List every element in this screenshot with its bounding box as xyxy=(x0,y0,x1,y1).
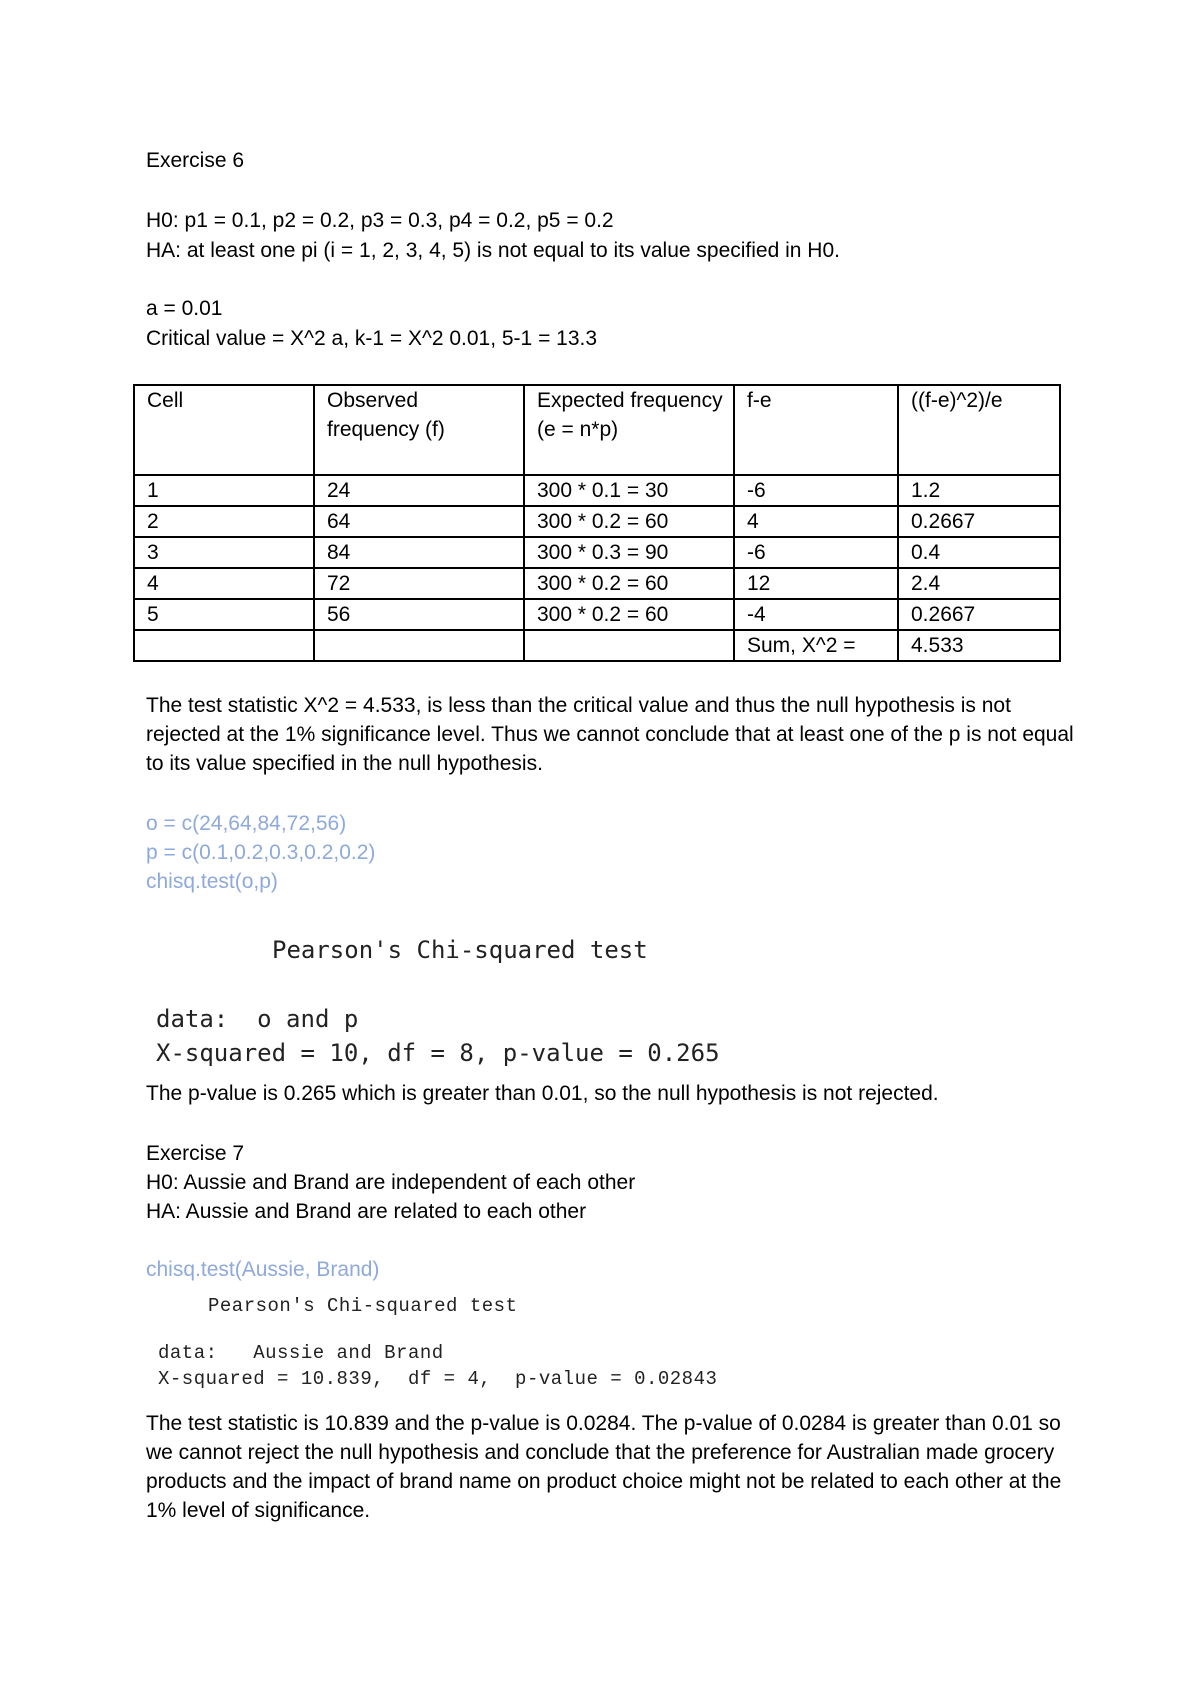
table-cell: 300 * 0.2 = 60 xyxy=(524,599,734,630)
exercise7-conclusion: The test statistic is 10.839 and the p-value is 0.0284. The p-value of 0.0284 is greater than 0.01 so we cannot reject the null hypothesis and conclude that the preference for Australian made grocery products and the impact of brand name on product choice might not be related to each other at the 1% level of significance. xyxy=(146,1412,1062,1522)
table-cell: 72 xyxy=(314,568,524,599)
exercise6-alpha: a = 0.01 xyxy=(146,297,223,320)
table-cell: -6 xyxy=(734,537,898,568)
r-output-data-line: data: o and p xyxy=(156,1005,359,1033)
table-cell: 0.2667 xyxy=(898,599,1060,630)
table-cell: 12 xyxy=(734,568,898,599)
table-cell-empty xyxy=(134,630,314,661)
exercise6-ha: HA: at least one pi (i = 1, 2, 3, 4, 5) is not equal to its value specified in H0. xyxy=(146,239,840,262)
table-cell: 3 xyxy=(134,537,314,568)
table-sum-row xyxy=(134,630,1060,661)
exercise6-title: Exercise 6 xyxy=(146,149,245,172)
table-cell: 5 xyxy=(134,599,314,630)
table-cell-empty xyxy=(524,630,734,661)
r-code-line: chisq.test(Aussie, Brand) xyxy=(146,1258,380,1281)
table-cell: -4 xyxy=(734,599,898,630)
table-cell: -6 xyxy=(734,475,898,506)
table-row xyxy=(134,568,1060,599)
table-cell: 2 xyxy=(134,506,314,537)
table-cell: 1.2 xyxy=(898,475,1060,506)
table-cell: 0.2667 xyxy=(898,506,1060,537)
header-expected: Expected frequency (e = n*p) xyxy=(524,385,734,475)
table-cell: 4 xyxy=(734,506,898,537)
header-f-minus-e: f-e xyxy=(734,385,898,475)
table-cell: 64 xyxy=(314,506,524,537)
r-output-title: Pearson's Chi-squared test xyxy=(208,1295,518,1317)
r-output-stats-line: X-squared = 10, df = 8, p-value = 0.265 xyxy=(156,1039,720,1067)
exercise6-critical-value: Critical value = X^2 a, k-1 = X^2 0.01, 5-1 = 13.3 xyxy=(146,327,598,350)
table-cell: 300 * 0.3 = 90 xyxy=(524,537,734,568)
header-observed: Observed frequency (f) xyxy=(314,385,524,475)
table-cell: 300 * 0.1 = 30 xyxy=(524,475,734,506)
table-row xyxy=(134,475,1060,506)
table-cell: 4 xyxy=(134,568,314,599)
table-cell: 24 xyxy=(314,475,524,506)
r-code-line: chisq.test(o,p) xyxy=(146,870,278,893)
r-output-data-line: data: Aussie and Brand xyxy=(158,1342,444,1364)
table-cell: 300 * 0.2 = 60 xyxy=(524,568,734,599)
exercise6-h0: H0: p1 = 0.1, p2 = 0.2, p3 = 0.3, p4 = 0.2, p5 = 0.2 xyxy=(146,209,614,232)
header-cell: Cell xyxy=(134,385,314,475)
table-row xyxy=(134,537,1060,568)
exercise6-pvalue-text: The p-value is 0.265 which is greater than 0.01, so the null hypothesis is not rejected. xyxy=(146,1082,939,1105)
table-cell: 0.4 xyxy=(898,537,1060,568)
exercise7-h0: H0: Aussie and Brand are independent of each other xyxy=(146,1171,636,1194)
table-cell: 1 xyxy=(134,475,314,506)
table-cell-empty xyxy=(314,630,524,661)
table-row xyxy=(134,506,1060,537)
sum-value: 4.533 xyxy=(898,630,1060,661)
exercise7-title: Exercise 7 xyxy=(146,1142,245,1165)
table-cell: 300 * 0.2 = 60 xyxy=(524,506,734,537)
r-output-stats-line: X-squared = 10.839, df = 4, p-value = 0.02843 xyxy=(158,1368,718,1390)
header-chi-component: ((f-e)^2)/e xyxy=(898,385,1060,475)
chi-square-table xyxy=(133,384,1061,662)
sum-label: Sum, X^2 = xyxy=(734,630,898,661)
exercise7-ha: HA: Aussie and Brand are related to each other xyxy=(146,1200,587,1223)
exercise6-conclusion: The test statistic X^2 = 4.533, is less than the critical value and thus the null hypothesis is not rejected at the 1% significance level. Thus we cannot conclude that at least one of the p is not equal to its value specified in the null hypothesis. xyxy=(146,694,1074,775)
table-cell: 84 xyxy=(314,537,524,568)
table-header-row xyxy=(134,385,1060,475)
r-output-title: Pearson's Chi-squared test xyxy=(272,936,648,964)
r-code-line: p = c(0.1,0.2,0.3,0.2,0.2) xyxy=(146,841,376,864)
table-row xyxy=(134,599,1060,630)
table-cell: 56 xyxy=(314,599,524,630)
r-code-line: o = c(24,64,84,72,56) xyxy=(146,812,347,835)
table-cell: 2.4 xyxy=(898,568,1060,599)
